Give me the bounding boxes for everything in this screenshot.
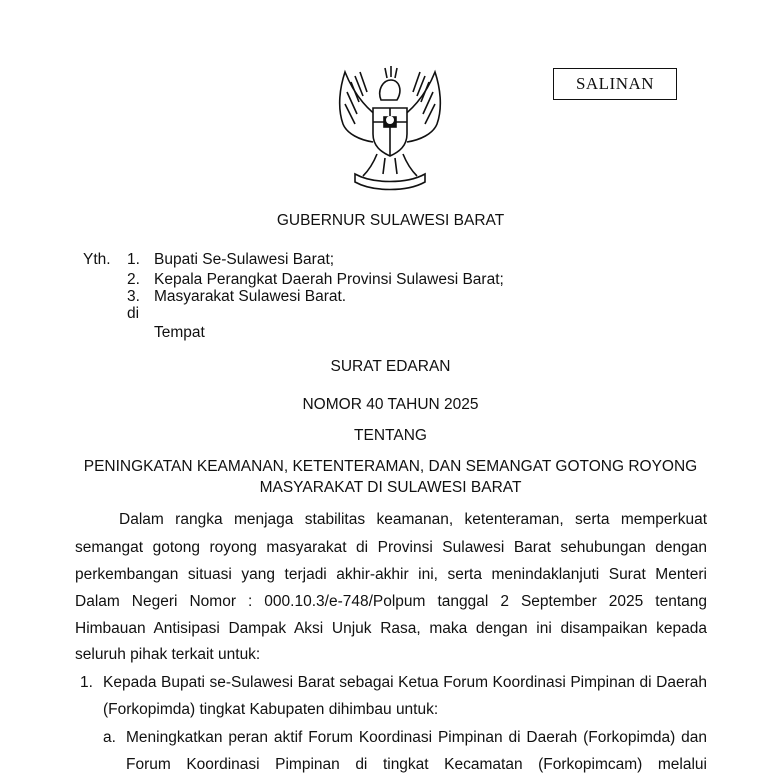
addressee-num-3: 3.: [127, 288, 140, 305]
subject-line-1: PENINGKATAN KEAMANAN, KETENTERAMAN, DAN SEMANGAT GOTONG ROYONG: [83, 458, 698, 475]
body-line-4: Dalam Negeri Nomor : 000.10.3/e-748/Polpum tanggal 2 September 2025 tentang: [75, 593, 707, 610]
point-1-number: 1.: [80, 674, 93, 691]
addressee-item-1: Bupati Se-Sulawesi Barat;: [154, 251, 335, 268]
body-line-2: semangat gotong royong masyarakat di Provinsi Sulawesi Barat sehubungan dengan: [75, 539, 707, 556]
addressee-place: Tempat: [154, 324, 205, 341]
point-1-line-2: (Forkopimda) tingkat Kabupaten dihimbau untuk:: [103, 701, 439, 718]
addressee-di: di: [127, 305, 140, 322]
point-1a-line-2: Forum Koordinasi Pimpinan di tingkat Kecamatan (Forkopimcam) melalui: [126, 756, 707, 773]
addressee-item-3: Masyarakat Sulawesi Barat.: [154, 288, 347, 305]
document-number: NOMOR 40 TAHUN 2025: [302, 396, 479, 413]
garuda-pancasila-emblem-icon: [325, 62, 455, 194]
point-1a-line-1: Meningkatkan peran aktif Forum Koordinasi Pimpinan di Daerah (Forkopimda) dan: [126, 729, 707, 746]
addressee-label: Yth.: [83, 251, 111, 268]
body-line-1: Dalam rangka menjaga stabilitas keamanan, ketenteraman, serta memperkuat: [119, 511, 707, 528]
body-line-3: perkembangan situasi yang terjadi akhir-akhir ini, serta menindaklanjuti Surat Menteri: [75, 566, 707, 583]
document-type: SURAT EDARAN: [330, 358, 451, 375]
about-label: TENTANG: [354, 427, 427, 444]
body-line-6: seluruh pihak terkait untuk:: [75, 646, 261, 663]
salinan-stamp: SALINAN: [553, 68, 677, 100]
subject-line-2: MASYARAKAT DI SULAWESI BARAT: [259, 479, 522, 496]
body-line-5: Himbauan Antisipasi Dampak Aksi Unjuk Rasa, maka dengan ini disampaikan kepada: [75, 620, 707, 637]
issuer-title: GUBERNUR SULAWESI BARAT: [276, 212, 505, 229]
addressee-num-2: 2.: [127, 271, 140, 288]
addressee-num-1: 1.: [127, 251, 140, 268]
point-1-line-1: Kepada Bupati se-Sulawesi Barat sebagai Ketua Forum Koordinasi Pimpinan di Daerah: [103, 674, 707, 691]
addressee-item-2: Kepala Perangkat Daerah Provinsi Sulawesi Barat;: [154, 271, 504, 288]
point-1a-letter: a.: [103, 729, 116, 746]
